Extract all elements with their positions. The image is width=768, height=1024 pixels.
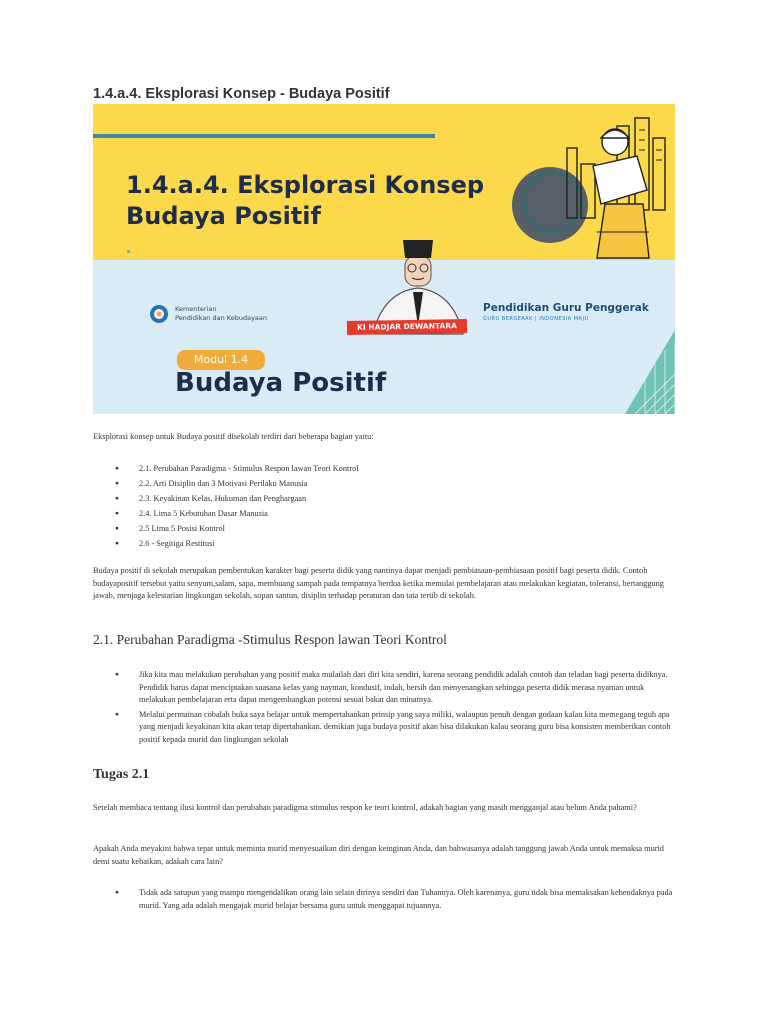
list-item: ● Melalui permainan cobalah buka saya belajar untuk mempertahankan prinsip yang saya miliki, walaupun penuh dengan godaan kalau kita memegang teguh apa yang menjadi keyakinan kita akan tetap dipertahankan. demikian juga budaya positif akan bisa dilakukan kalau seorang guru bisa konsisten memberikan contoh positif kepada murid dan lingkungan sekolah xyxy=(93,709,675,747)
ministry-logo-block xyxy=(149,304,285,324)
banner-title xyxy=(126,170,486,232)
ministry-logo-icon xyxy=(149,304,169,324)
ministry-name xyxy=(175,305,285,323)
banner-accent-line xyxy=(93,134,435,138)
program-name: Pendidikan Guru Penggerak xyxy=(483,302,649,314)
list-item: ● 2.1. Perubahan Paradigma - Stimulus Respon lawan Teori Kontrol xyxy=(93,461,675,476)
list-item: ● 2.3. Keyakinan Kelas, Hukuman dan Penghargaan xyxy=(93,491,675,506)
figure-name-tag: KI HADJAR DEWANTARA xyxy=(347,319,467,335)
ministry-name-line1: Kementerian xyxy=(175,305,217,313)
banner-title-line2: Budaya Positif xyxy=(126,202,321,230)
ministry-name-line2: Pendidikan dan Kebudayaan xyxy=(175,314,268,322)
program-logo-block xyxy=(483,302,649,322)
section-list xyxy=(93,669,675,747)
page-title: 1.4.a.4. Eksplorasi Konsep - Budaya Positif xyxy=(93,86,390,102)
body-paragraph: Budaya positif di sekolah merupakan pembentukan karakter bagi peserta didik yang nantinya dapat menjadi pembiasaan-pembiasaan positif bagi peserta didik. Contoh budayapositif tersebut yaitu senyum,salam, sapa, membuang sampah pada tempatnya berdoa ketika memulai pembelajaran atau melakukan kegiatan, toleransi, bertanggung jawab, menjaga kelestarian lingkungan sekolah, sopan santun, disiplin terhadap peraturan dan tata tertib di sekolah. xyxy=(93,566,664,601)
parts-list xyxy=(93,461,675,551)
list-item: ● Tidak ada satupun yang mampu mengendalikan orang lain selain dirinya sendiri dan Tuhannya. Oleh karenanya, guru tidak bisa memaksakan kehendaknya pada murid. Yang ada adalah mengajak murid belajar bersama guru untuk menggapai tujuannya. xyxy=(93,887,675,912)
list-item: ● 2.5 Lima 5 Posisi Kontrol xyxy=(93,521,675,536)
banner-dot xyxy=(127,250,130,253)
question-1: Setelah membaca tentang ilusi kontrol dan perubahan paradigma stimulus respon ke teori kontrol, adakah bagian yang masih mengganjal atau belum Anda pahami? xyxy=(93,803,637,812)
list-item: ● 2.6 - Segitiga Restitusi xyxy=(93,536,675,551)
city-worker-illustration xyxy=(553,112,675,262)
answer-list xyxy=(93,887,675,912)
list-item: ● 2.2. Arti Disiplin dan 3 Motivasi Perilaku Manusia xyxy=(93,476,675,491)
tugas-heading: Tugas 2.1 xyxy=(93,767,150,782)
list-item: ● Jika kita mau melakukan perubahan yang positif maka mulailah dari diri kita sendiri, karena seorang pendidik adalah contoh dan teladan bagi peserta didiknya. Pendidik harus dapat menciptakan suasana kelas yang nayman, kondusif, indah, bersih dan menyenangkan sehingga peserta didik merasa nyaman untuk melakukan pembelajaran erta dapat mengembangkan potensi sesuai bakat dan minatnya. xyxy=(93,669,675,707)
modul-badge: Modul 1.4 xyxy=(177,350,265,370)
question-2: Apakah Anda meyakini bahwa tepat untuk meminta murid menyesuaikan diri dengan keinginan Anda, dan bahwasanya adalah tanggung jawab Anda untuk memaksa murid demi suatu kebaikan, adakah cara lain? xyxy=(93,844,664,866)
banner-title-line1: 1.4.a.4. Eksplorasi Konsep xyxy=(126,171,485,199)
list-item: ● 2.4. Lima 5 Kebutuhan Dasar Manusia xyxy=(93,506,675,521)
program-tagline: GURU BERGERAK | INDONESIA MAJU xyxy=(483,316,589,322)
grid-decoration xyxy=(625,330,675,414)
intro-text: Eksplorasi konsep untuk Budaya positif disekolah terdiri dari beberapa bagian yaitu: xyxy=(93,432,374,441)
section-heading: 2.1. Perubahan Paradigma -Stimulus Respon lawan Teori Kontrol xyxy=(93,632,447,647)
banner-image xyxy=(93,104,675,414)
banner-subtitle: Budaya Positif xyxy=(175,368,387,398)
